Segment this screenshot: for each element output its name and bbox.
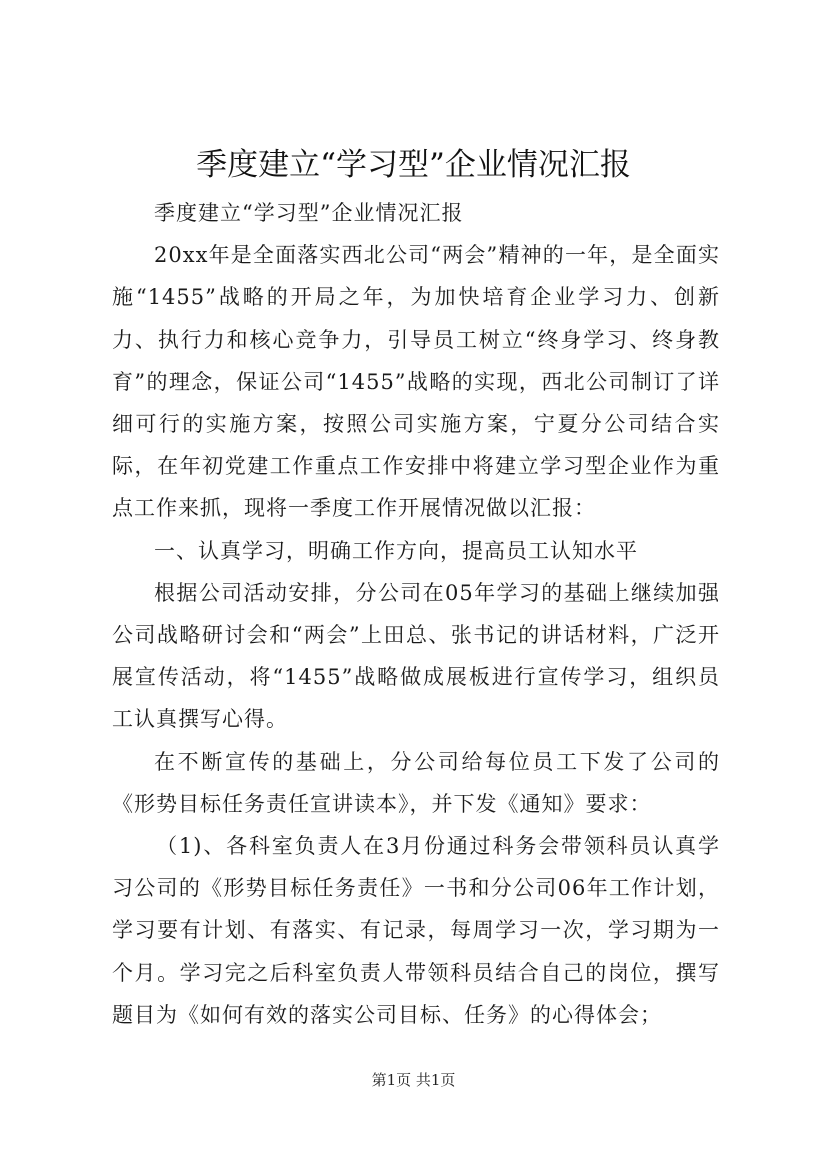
paragraph-subtitle: 季度建立“学习型”企业情况汇报 (154, 201, 464, 225)
paragraph-requirement-1: （1)、各科室负责人在3月份通过科务会带领科员认真学习公司的《形势目标任务责任》一书和分公司06年工作计划，学习要有计划、有落实、有记录，每周学习一次，学习期为一个月。学习完之后科室负责人带领科员结合自己的岗位，撰写题目为《如何有效的落实公司目标、任务》的心得体会； (112, 834, 720, 1027)
paragraph-distribution: 在不断宣传的基础上，分公司给每位员工下发了公司的《形势目标任务责任宣讲读本》，并下发《通知》要求： (112, 749, 720, 816)
document-title: 季度建立“学习型”企业情况汇报 (196, 147, 631, 183)
section-heading-1: 一、认真学习，明确工作方向，提高员工认知水平 (154, 538, 638, 563)
paragraph-activities: 根据公司活动安排，分公司在05年学习的基础上继续加强公司战略研讨会和“两会”上田总、张书记的讲话材料，广泛开展宣传活动，将“1455”战略做成展板进行宣传学习，组织员工认真撰写心得。 (112, 580, 720, 732)
document-body (112, 192, 720, 1036)
paragraph-intro: 20xx年是全面落实西北公司“两会”精神的一年，是全面实施“1455”战略的开局之年，为加快培育企业学习力、创新力、执行力和核心竞争力，引导员工树立“终身学习、终身教育”的理念，保证公司“1455”战略的实现，西北公司制订了详细可行的实施方案，按照公司实施方案，宁夏分公司结合实际，在年初党建工作重点工作安排中将建立学习型企业作为重点工作来抓，现将一季度工作开展情况做以汇报： (112, 243, 720, 521)
page-footer: 第1页 共1页 (371, 1071, 456, 1089)
